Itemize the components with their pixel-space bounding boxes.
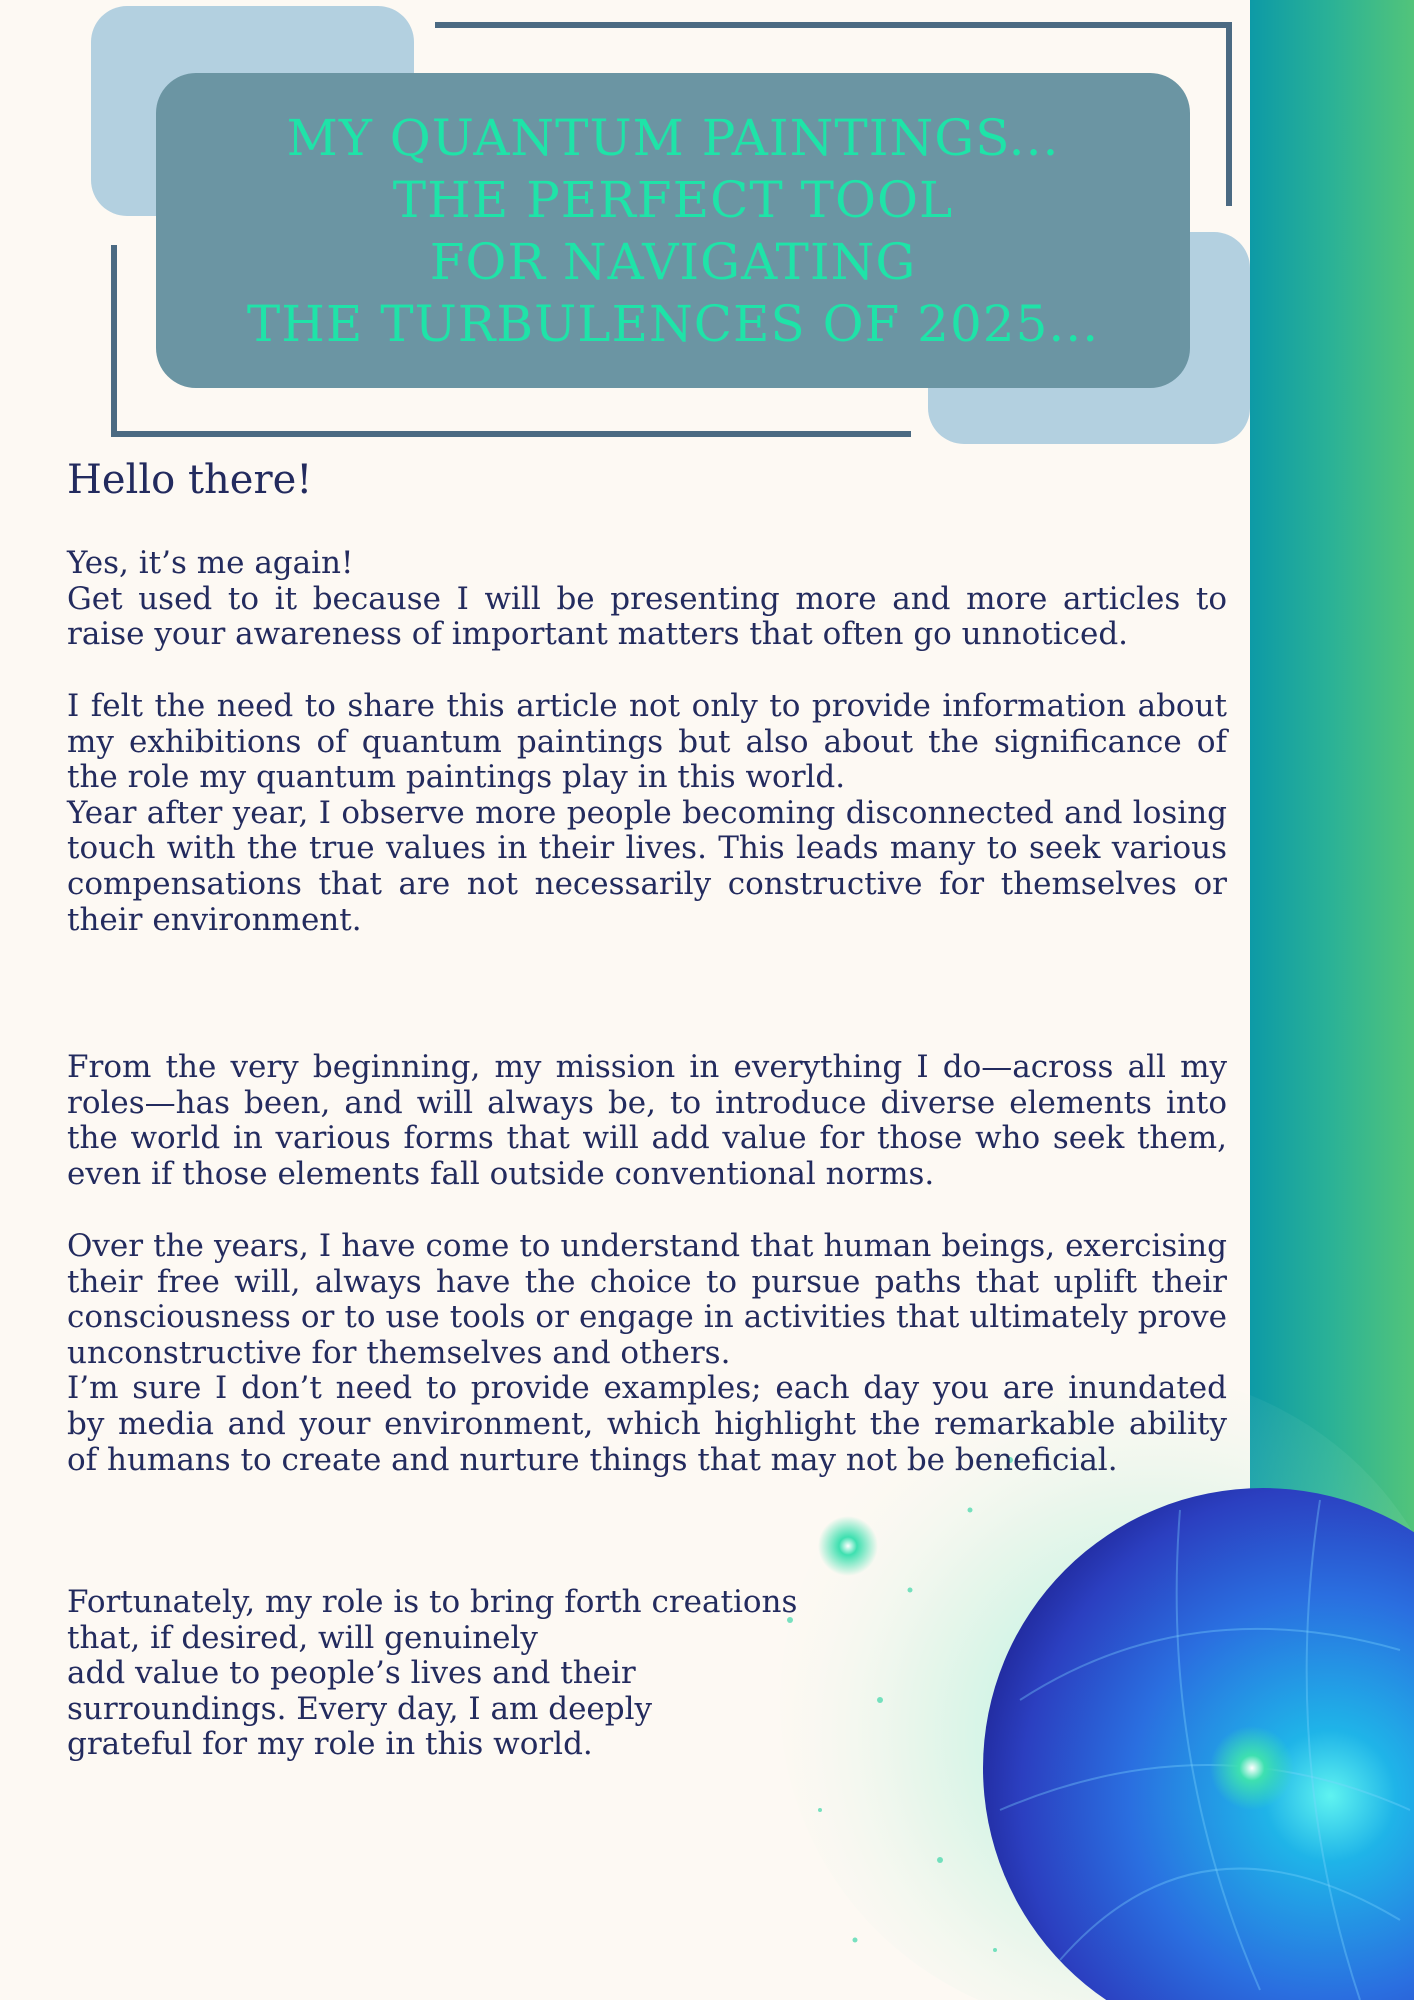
paragraph-line: Fortunately, my role is to bring forth creations	[67, 1584, 798, 1620]
paragraph-line: From the very beginning, my mission in everything I do—across all my roles—has been, and will always be, to introduce diverse elements into the world in various forms that will add value for those who seek them, even if those elements fall outside conventional norms.	[67, 1049, 1227, 1192]
paragraph-line: grateful for my role in this world.	[67, 1726, 593, 1763]
paragraph-2	[67, 689, 1227, 938]
paragraph-5	[67, 1585, 867, 1763]
paragraph-line: Get used to it because I will be presenting more and more articles to raise your awareness of important matters that often go unnoticed.	[67, 580, 1227, 653]
title-panel	[156, 73, 1190, 388]
paragraph-line: add value to people’s lives and their	[67, 1655, 636, 1692]
paragraph-4	[67, 1229, 1227, 1478]
paragraph-1	[67, 546, 1227, 653]
paragraph-line: I felt the need to share this article not only to provide information about my exhibitions of quantum paintings but also about the significance of the role my quantum paintings play in this world.	[67, 688, 1227, 796]
page-title: MY QUANTUM PAINTINGS... THE PERFECT TOOL FOR NAVIGATING THE TURBULENCES OF 2025...	[246, 108, 1100, 353]
paragraph-line: Yes, it’s me again!	[67, 545, 354, 581]
paragraph-line: Over the years, I have come to understand that human beings, exercising their free will, always have the choice to pursue paths that uplift their consciousness or to use tools or engage in activities that ultimately prove unconstructive for themselves and others.	[67, 1228, 1227, 1371]
paragraph-3	[67, 1050, 1227, 1192]
paragraph-line: that, if desired, will genuinely	[67, 1619, 538, 1656]
greeting: Hello there!	[67, 457, 313, 503]
paragraph-line: surroundings. Every day, I am deeply	[67, 1690, 653, 1727]
paragraph-line: I’m sure I don’t need to provide examples; each day you are inundated by media and your environment, which highlight the remarkable ability of humans to create and nurture things that may not be beneficial.	[67, 1370, 1227, 1478]
paragraph-line: Year after year, I observe more people becoming disconnected and losing touch with the true values in their lives. This leads many to seek various compensations that are not necessarily constructive for themselves or their environment.	[67, 794, 1227, 938]
